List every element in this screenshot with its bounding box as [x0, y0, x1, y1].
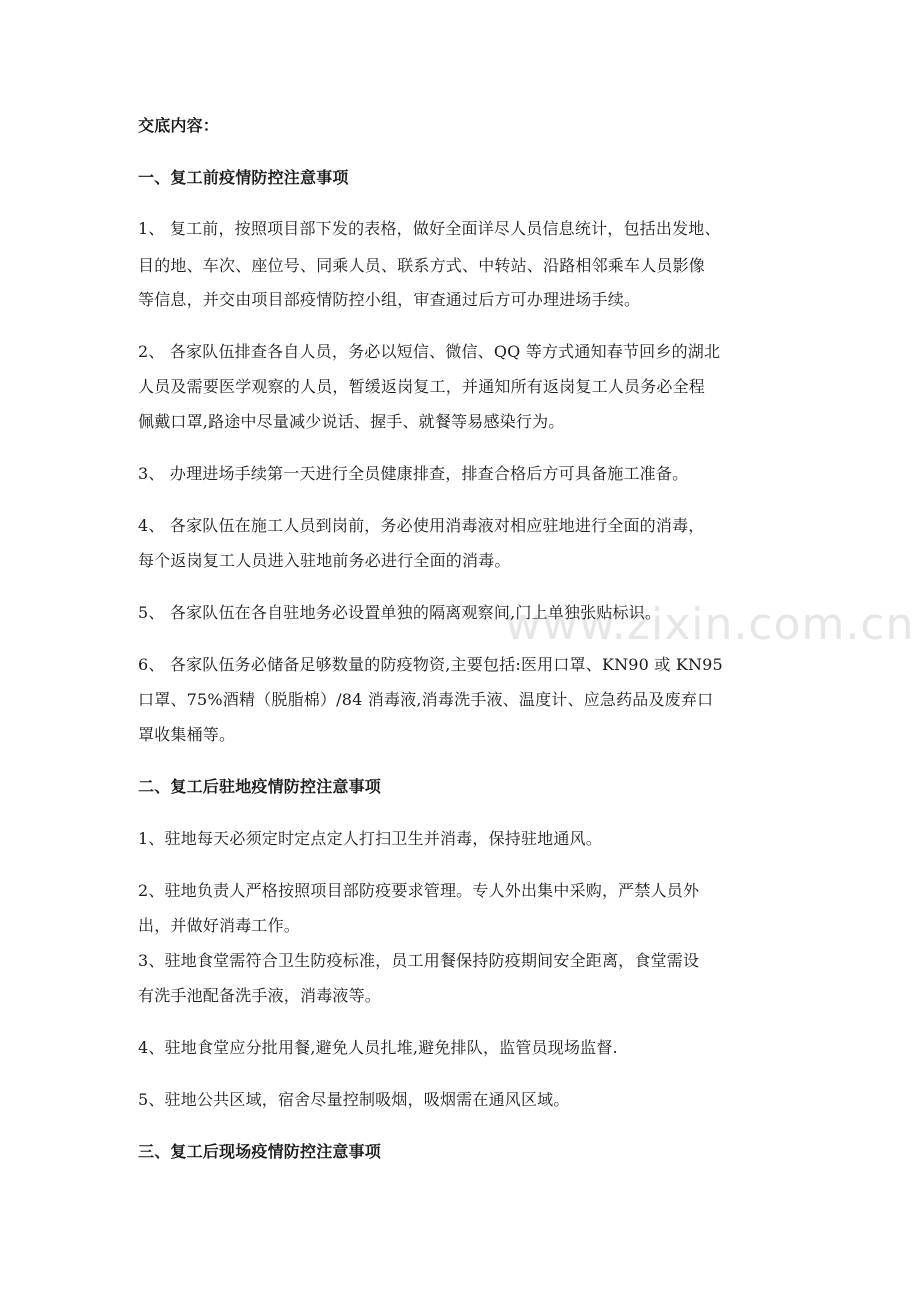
section1-item1-line2: 目的地、车次、座位号、同乘人员、联系方式、中转站、沿路相邻乘车人员影像 [138, 256, 706, 275]
section2-item5-line1: 5、驻地公共区域，宿舍尽量控制吸烟，吸烟需在通风区域。 [138, 1090, 570, 1109]
section2-title: 二、复工后驻地疫情防控注意事项 [138, 777, 382, 796]
document-header: 交底内容： [138, 116, 220, 135]
section1-item2-line1: 2、 各家队伍排查各自人员，务必以短信、微信、QQ 等方式通知春节回乡的湖北 [138, 342, 721, 361]
section1-item3-line1: 3、 办理进场手续第一天进行全员健康排查，排查合格后方可具备施工准备。 [138, 464, 689, 483]
section2-item3-line2: 有洗手池配备洗手液，消毒液等。 [138, 986, 382, 1005]
section2-item2-line1: 2、驻地负责人严格按照项目部防疫要求管理。专人外出集中采购，严禁人员外 [138, 881, 700, 900]
section2-item2-line2: 出，并做好消毒工作。 [138, 916, 301, 935]
section1-title: 一、复工前疫情防控注意事项 [138, 168, 349, 187]
section1-item4-line2: 每个返岗复工人员进入驻地前务必进行全面的消毒。 [138, 551, 511, 570]
watermark: www.zixin.com.cn [505, 599, 915, 650]
section1-item1-line1: 1、 复工前，按照项目部下发的表格，做好全面详尽人员信息统计，包括出发地、 [138, 219, 721, 238]
section1-item5-line1: 5、 各家队伍在各自驻地务必设置单独的隔离观察间,门上单独张贴标识。 [138, 603, 662, 622]
section1-item4-line1: 4、 各家队伍在施工人员到岗前，务必使用消毒液对相应驻地进行全面的消毒， [138, 516, 705, 535]
section2-item3-line1: 3、驻地食堂需符合卫生防疫标准，员工用餐保持防疫期间安全距离，食堂需设 [138, 951, 700, 970]
section1-item6-line2: 口罩、75%酒精（脱脂棉）/84 消毒液,消毒洗手液、温度计、应急药品及废弃口 [138, 690, 714, 709]
section1-item2-line2: 人员及需要医学观察的人员，暂缓返岗复工，并通知所有返岗复工人员务必全程 [138, 377, 706, 396]
section1-item1-line3: 等信息，并交由项目部疫情防控小组，审查通过后方可办理进场手续。 [138, 290, 641, 309]
section2-item4-line1: 4、驻地食堂应分批用餐,避免人员扎堆,避免排队，监管员现场监督. [138, 1038, 618, 1057]
section2-item1-line1: 1、驻地每天必须定时定点定人打扫卫生并消毒，保持驻地通风。 [138, 829, 602, 848]
section1-item2-line3: 佩戴口罩,路途中尽量减少说话、握手、就餐等易感染行为。 [138, 412, 565, 431]
section3-title: 三、复工后现场疫情防控注意事项 [138, 1142, 382, 1161]
section1-item6-line1: 6、 各家队伍务必储备足够数量的防疫物资,主要包括:医用口罩、KN90 或 KN95 [138, 655, 723, 674]
section1-item6-line3: 罩收集桶等。 [138, 725, 236, 744]
